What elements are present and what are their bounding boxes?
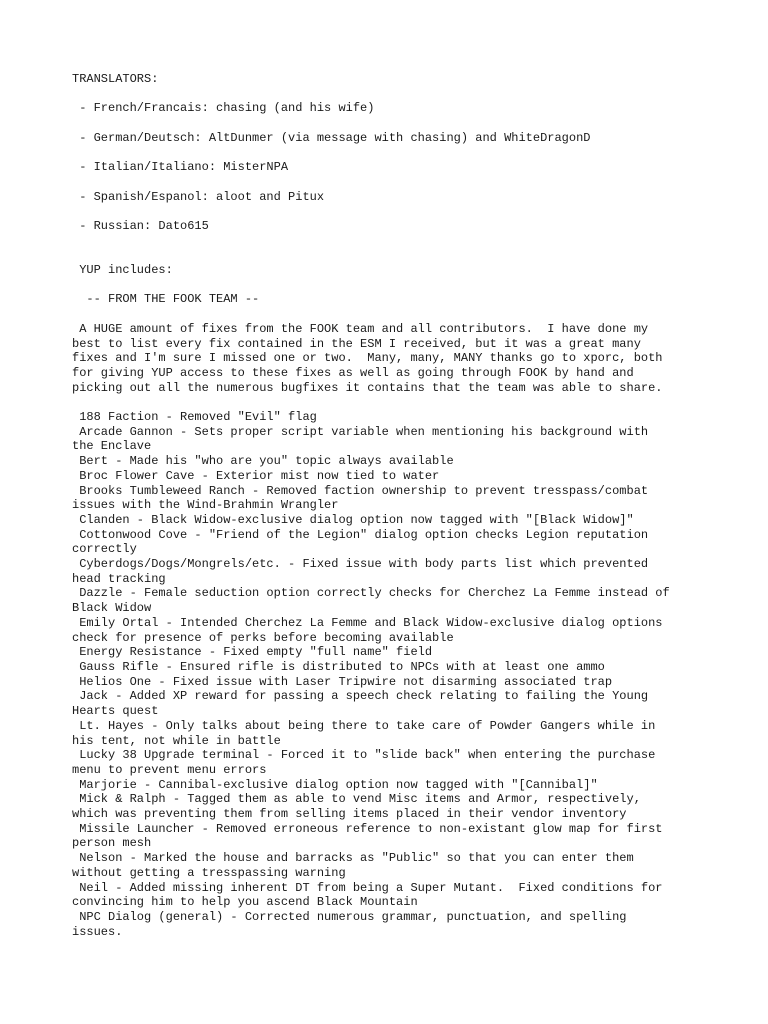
section-title: -- FROM THE FOOK TEAM --: [72, 292, 260, 307]
fix-line: the Enclave: [72, 439, 152, 454]
intro-line: for giving YUP access to these fixes as well as going through FOOK by hand and: [72, 365, 634, 380]
spacer: [72, 175, 712, 190]
fix-line: Hearts quest: [72, 704, 159, 719]
translator-item-french: - French/Francais: chasing (and his wife): [72, 101, 375, 116]
fix-line: correctly: [72, 542, 137, 557]
translator-item-italian: - Italian/Italiano: MisterNPA: [72, 160, 289, 175]
intro-line: fixes and I'm sure I missed one or two. Many, many, MANY thanks go to xporc, both: [72, 351, 663, 366]
document-page: [72, 72, 712, 939]
fix-line: Mick & Ralph - Tagged them as able to vend Misc items and Armor, respectively,: [72, 792, 641, 807]
spacer: [72, 307, 712, 322]
fix-line: menu to prevent menu errors: [72, 762, 267, 777]
fix-line: person mesh: [72, 836, 152, 851]
spacer: [72, 234, 712, 263]
fix-line: his tent, not while in battle: [72, 733, 281, 748]
fix-line: Gauss Rifle - Ensured rifle is distributed to NPCs with at least one ammo: [72, 659, 605, 674]
fix-line: Black Widow: [72, 601, 152, 616]
fix-line: Lt. Hayes - Only talks about being there to take care of Powder Gangers while in: [72, 718, 656, 733]
intro-line: picking out all the numerous bugfixes it contains that the team was able to share.: [72, 380, 663, 395]
fix-line: Arcade Gannon - Sets proper script variable when mentioning his background with: [72, 424, 649, 439]
spacer: [72, 204, 712, 219]
fix-line: convincing him to help you ascend Black Mountain: [72, 895, 418, 910]
fix-line: Bert - Made his "who are you" topic always available: [72, 454, 454, 469]
fix-line: NPC Dialog (general) - Corrected numerous grammar, punctuation, and spelling: [72, 909, 627, 924]
fix-line: Emily Ortal - Intended Cherchez La Femme and Black Widow-exclusive dialog options: [72, 615, 663, 630]
spacer: [72, 87, 712, 102]
fix-line: issues.: [72, 924, 123, 939]
intro-line: best to list every fix contained in the ESM I received, but it was a great many: [72, 336, 641, 351]
fix-line: 188 Faction - Removed "Evil" flag: [72, 410, 317, 425]
includes-heading: YUP includes:: [72, 263, 173, 278]
spacer: [72, 116, 712, 131]
fix-line: Cottonwood Cove - "Friend of the Legion" dialog option checks Legion reputation: [72, 527, 649, 542]
fix-line: Marjorie - Cannibal-exclusive dialog option now tagged with "[Cannibal]": [72, 777, 598, 792]
fix-line: check for presence of perks before becoming available: [72, 630, 454, 645]
fix-line: without getting a tresspassing warning: [72, 865, 346, 880]
spacer: [72, 395, 712, 410]
fix-line: Helios One - Fixed issue with Laser Tripwire not disarming associated trap: [72, 674, 613, 689]
fix-line: Brooks Tumbleweed Ranch - Removed faction ownership to prevent tresspass/combat: [72, 483, 649, 498]
fix-line: issues with the Wind-Brahmin Wrangler: [72, 498, 339, 513]
fix-line: Broc Flower Cave - Exterior mist now tied to water: [72, 468, 440, 483]
translator-item-spanish: - Spanish/Espanol: aloot and Pitux: [72, 189, 325, 204]
intro-line: A HUGE amount of fixes from the FOOK team and all contributors. I have done my: [72, 321, 649, 336]
spacer: [72, 278, 712, 293]
intro-paragraph: [72, 322, 712, 396]
fix-line: Jack - Added XP reward for passing a speech check relating to failing the Young: [72, 689, 649, 704]
fix-line: head tracking: [72, 571, 166, 586]
fix-line: Cyberdogs/Dogs/Mongrels/etc. - Fixed issue with body parts list which prevented: [72, 557, 649, 572]
fix-line: Clanden - Black Widow-exclusive dialog option now tagged with "[Black Widow]": [72, 512, 634, 527]
translator-item-german: - German/Deutsch: AltDunmer (via message with chasing) and WhiteDragonD: [72, 130, 591, 145]
spacer: [72, 145, 712, 160]
fix-line: which was preventing them from selling items placed in their vendor inventory: [72, 807, 627, 822]
fix-line: Energy Resistance - Fixed empty "full name" field: [72, 645, 433, 660]
fix-line: Dazzle - Female seduction option correctly checks for Cherchez La Femme instead of: [72, 586, 670, 601]
translators-heading: TRANSLATORS:: [72, 72, 159, 86]
fix-line: Missile Launcher - Removed erroneous reference to non-existant glow map for first: [72, 821, 663, 836]
translator-item-russian: - Russian: Dato615: [72, 218, 209, 233]
fixes-list: [72, 410, 712, 939]
fix-line: Nelson - Marked the house and barracks as "Public" so that you can enter them: [72, 851, 634, 866]
fix-line: Lucky 38 Upgrade terminal - Forced it to "slide back" when entering the purchase: [72, 748, 656, 763]
fix-line: Neil - Added missing inherent DT from being a Super Mutant. Fixed conditions for: [72, 880, 663, 895]
